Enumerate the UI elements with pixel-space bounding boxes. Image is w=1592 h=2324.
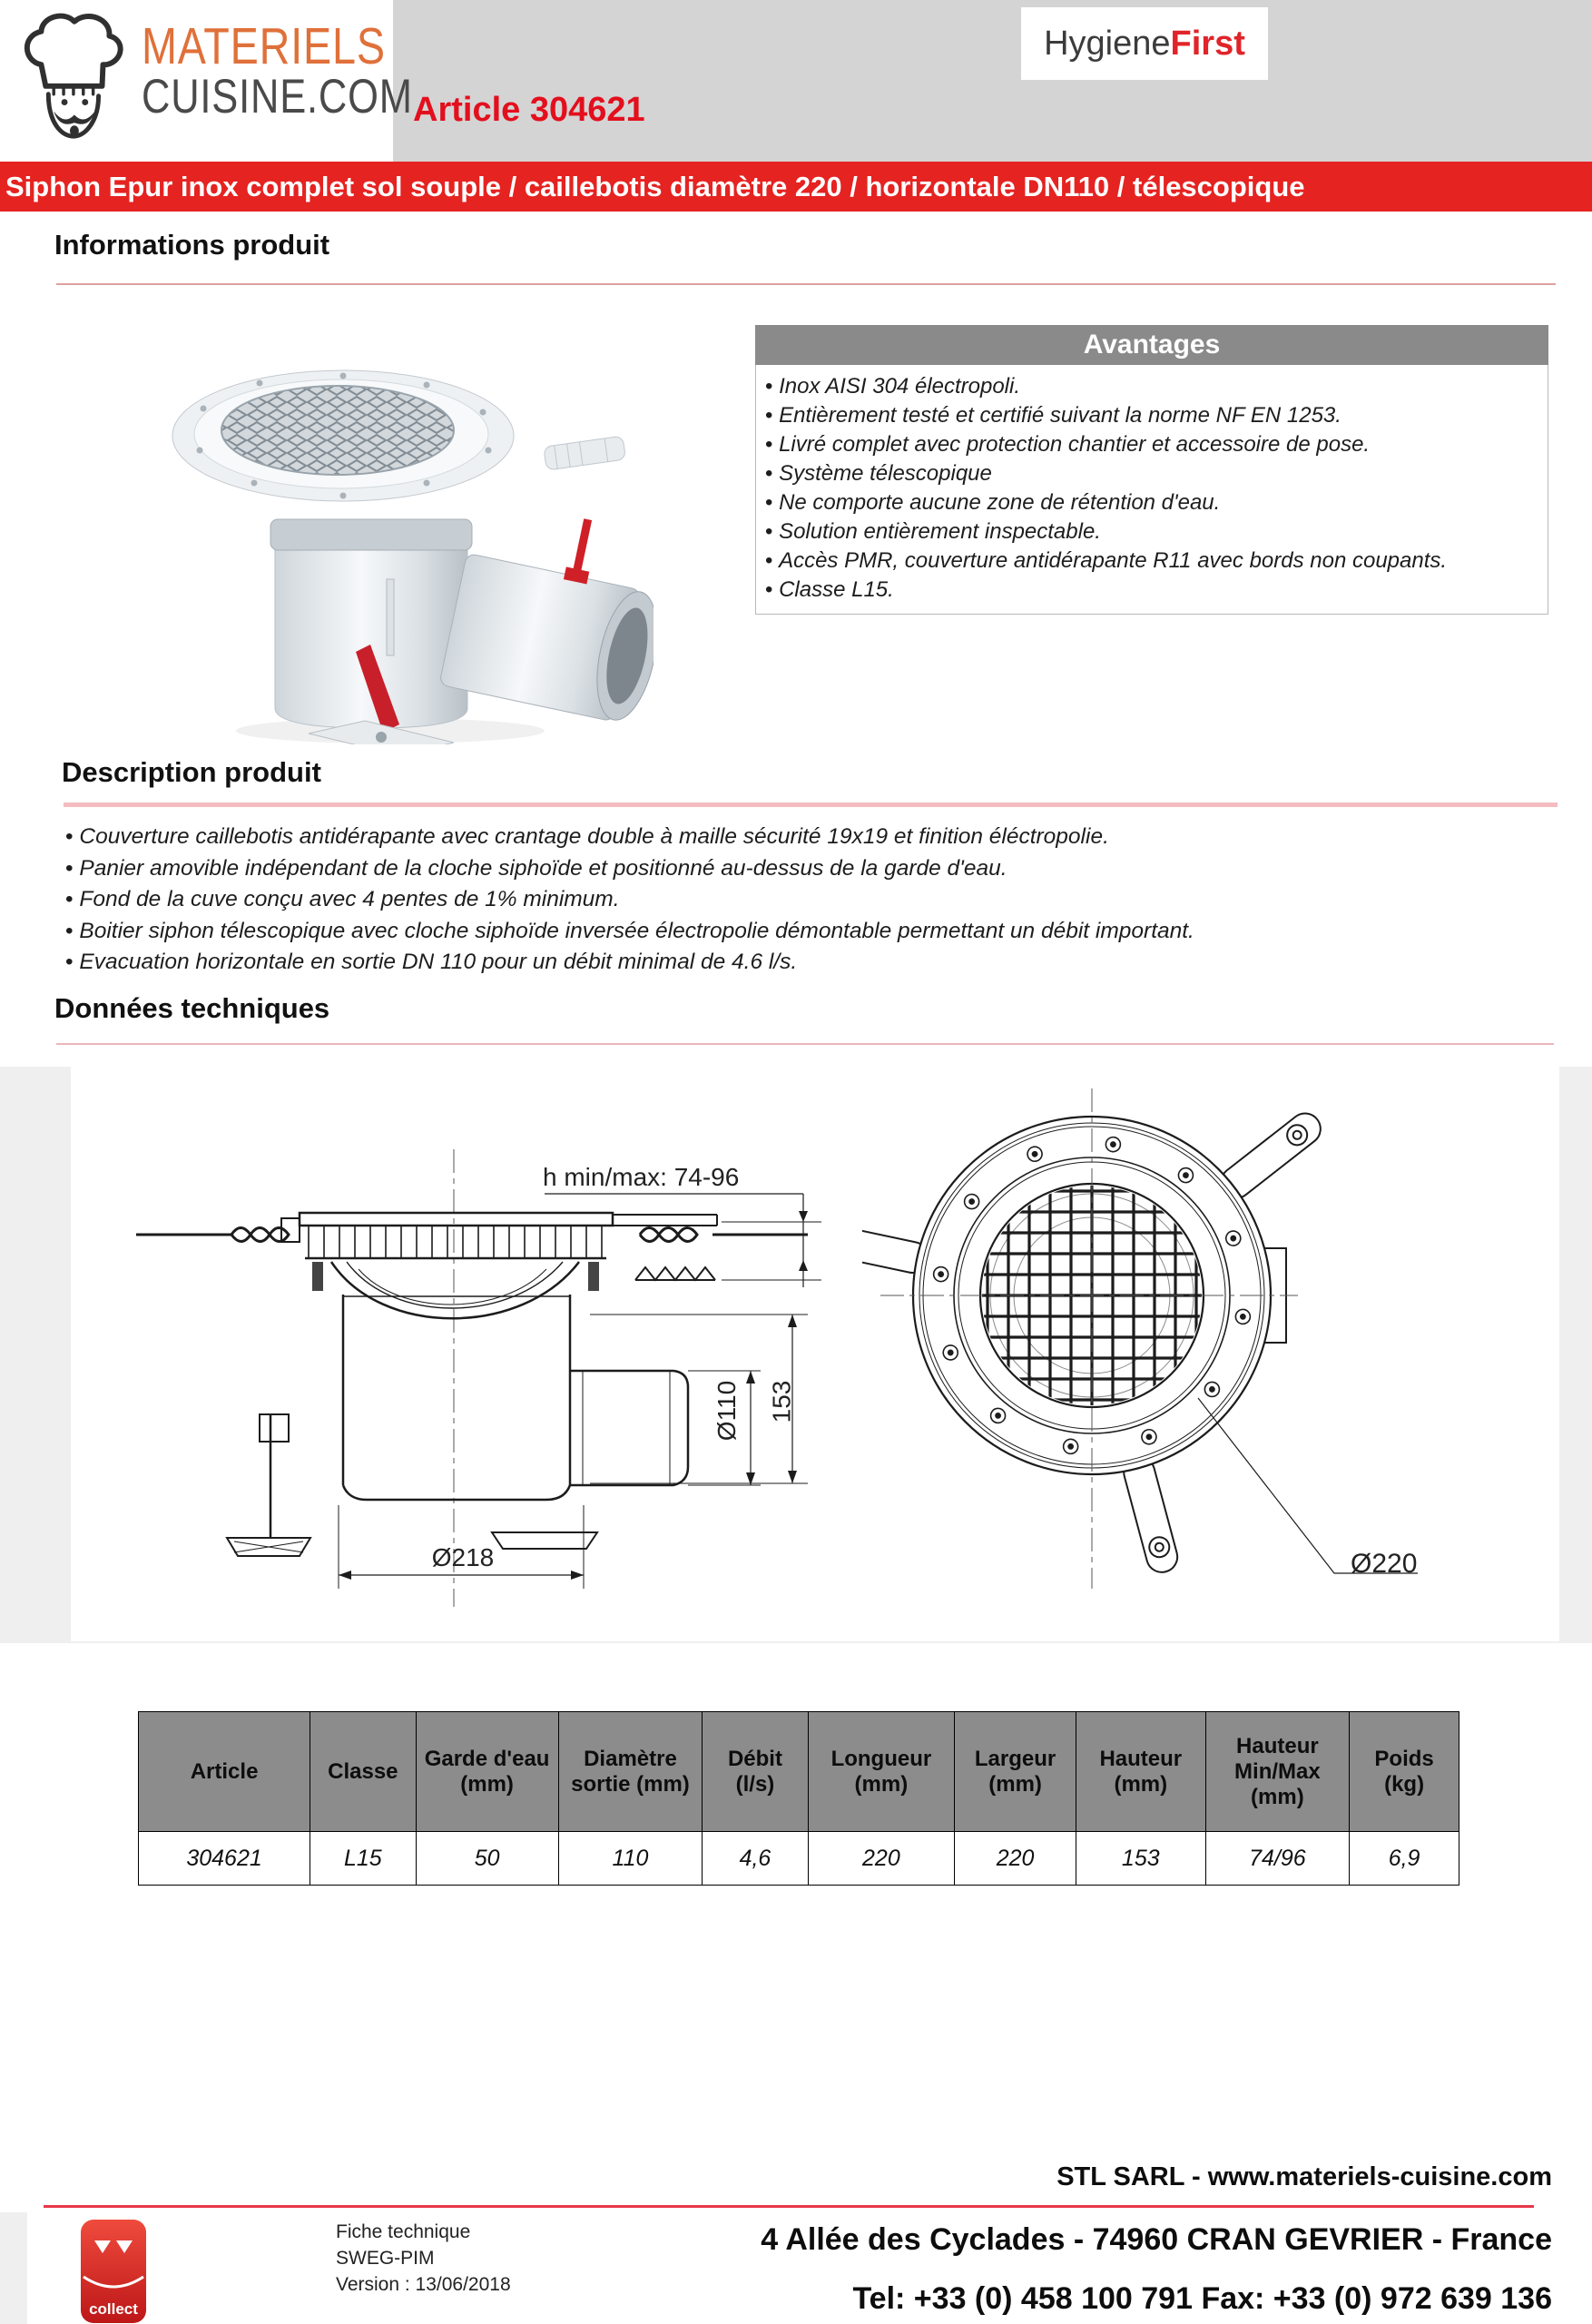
spec-header-cell: Article [139, 1712, 310, 1832]
materiels-cuisine-logo [13, 4, 413, 149]
collect-badge-label: collect [89, 2300, 138, 2318]
footer-doc-line2: SWEG-PIM [336, 2248, 435, 2269]
section-title-description: Description produit [62, 756, 321, 788]
advantage-item: • Solution entièrement inspectable. [765, 517, 1537, 547]
section-title-informations: Informations produit [54, 229, 330, 261]
advantages-list [755, 365, 1548, 615]
advantage-item: • Ne comporte aucune zone de rétention d'eau. [765, 488, 1537, 517]
section-rule [56, 1043, 1554, 1045]
spec-header-cell: Débit (l/s) [703, 1712, 808, 1832]
product-photo [127, 345, 654, 744]
spec-value-cell: 153 [1076, 1832, 1206, 1886]
hygiene-first-text-2: First [1170, 24, 1245, 63]
dimension-label-height-minmax: h min/max: 74-96 [543, 1163, 740, 1191]
advantage-item: • Entièrement testé et certifié suivant la norme NF EN 1253. [765, 401, 1537, 430]
spec-header-cell: Diamètre sortie (mm) [558, 1712, 703, 1832]
header-gray-band [393, 0, 1592, 162]
logo-text-line2: CUISINE.COM [142, 70, 413, 124]
advantage-item: • Système télescopique [765, 459, 1537, 488]
advantage-item: • Classe L15. [765, 576, 1537, 605]
footer-company-line: STL SARL - www.materiels-cuisine.com [1056, 2162, 1552, 2191]
spec-value-cell: 50 [416, 1832, 558, 1886]
spec-header-cell: Classe [310, 1712, 416, 1832]
footer-address-line: 4 Allée des Cyclades - 74960 CRAN GEVRIER - France [761, 2222, 1552, 2257]
spec-value-cell: 220 [808, 1832, 955, 1886]
dimension-label-outlet-diameter: Ø110 [712, 1380, 742, 1442]
hygiene-first-text-1: Hygiene [1044, 24, 1171, 63]
advantage-item: • Accès PMR, couverture antidérapante R11 avec bords non coupants. [765, 547, 1537, 576]
spec-value-cell: 74/96 [1205, 1832, 1350, 1886]
spec-value-cell: 6,9 [1350, 1832, 1459, 1886]
spec-header-cell: Longueur (mm) [808, 1712, 955, 1832]
advantages-box [755, 325, 1548, 615]
spec-value-cell: 304621 [139, 1832, 310, 1886]
spec-value-cell: 110 [558, 1832, 703, 1886]
spec-value-cell: 220 [955, 1832, 1076, 1886]
section-rule [56, 283, 1556, 285]
spec-header-cell: Hauteur (mm) [1076, 1712, 1206, 1832]
footer-doc-info [336, 2219, 511, 2298]
product-title-banner: Siphon Epur inox complet sol souple / caillebotis diamètre 220 / horizontale DN110 / télescopique [0, 162, 1592, 212]
footer-telfax-line: Tel: +33 (0) 458 100 791 Fax: +33 (0) 972 639 136 [852, 2281, 1552, 2316]
article-number: Article 304621 [413, 91, 645, 129]
footer-doc-line3: Version : 13/06/2018 [336, 2274, 511, 2295]
description-item: • Boitier siphon télescopique avec cloche siphoïde inversée électropolie démontable permettant un débit important. [65, 916, 1194, 948]
advantage-item: • Inox AISI 304 électropoli. [765, 372, 1537, 401]
description-item: • Panier amovible indépendant de la cloche siphoïde et positionné au-dessus de la garde d'eau. [65, 853, 1194, 885]
footer-gray-strip [0, 2212, 27, 2324]
spec-table-header-row [139, 1712, 1459, 1832]
footer-doc-line1: Fiche technique [336, 2221, 471, 2242]
spec-header-cell: Garde d'eau (mm) [416, 1712, 558, 1832]
advantages-title: Avantages [755, 325, 1548, 365]
hygiene-first-logo [1021, 7, 1268, 80]
logo-text-line1: MATERIELS [142, 17, 386, 75]
spec-table-value-row [139, 1832, 1459, 1886]
spec-header-cell: Hauteur Min/Max (mm) [1205, 1712, 1350, 1832]
spec-value-cell: 4,6 [703, 1832, 808, 1886]
description-item: • Evacuation horizontale en sortie DN 110 pour un débit minimal de 4.6 l/s. [65, 947, 1194, 979]
collect-badge [80, 2219, 147, 2324]
logo-wordmark [142, 17, 414, 124]
description-list [65, 822, 1194, 979]
spec-value-cell: L15 [310, 1832, 416, 1886]
section-title-donnees: Données techniques [54, 992, 330, 1024]
spec-header-cell: Poids (kg) [1350, 1712, 1459, 1832]
dimension-label-body-diameter: Ø218 [431, 1543, 495, 1571]
description-item: • Couverture caillebotis antidérapante avec crantage double à maille sécurité 19x19 et finition éléctropolie. [65, 822, 1194, 853]
description-item: • Fond de la cuve conçu avec 4 pentes de 1% minimum. [65, 884, 1194, 916]
chef-hat-icon [13, 7, 123, 143]
advantage-item: • Livré complet avec protection chantier et accessoire de pose. [765, 430, 1537, 459]
footer-rule [44, 2205, 1534, 2208]
section-rule [64, 803, 1558, 807]
spec-table [138, 1711, 1459, 1886]
spec-header-cell: Largeur (mm) [955, 1712, 1076, 1832]
dimension-label-height: 153 [767, 1380, 796, 1423]
dimension-label-grate-diameter: Ø220 [1351, 1549, 1418, 1579]
